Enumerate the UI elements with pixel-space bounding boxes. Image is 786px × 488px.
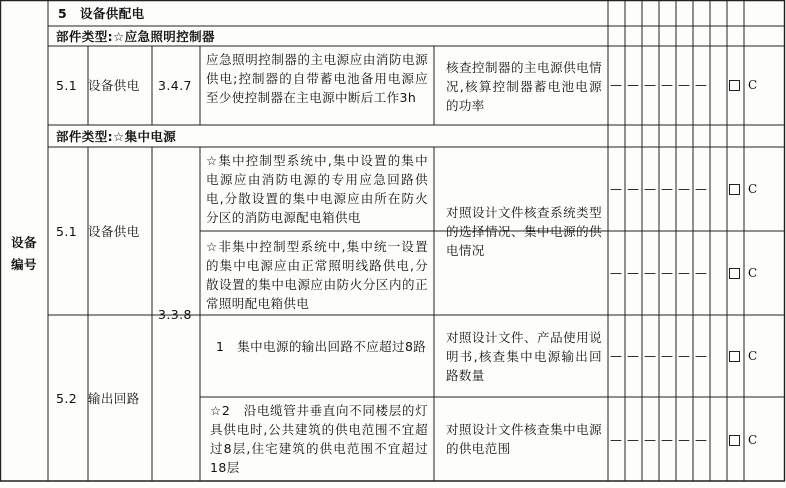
requirement-text: 应急照明控制器的主电源应由消防电源供电;控制器的自带蓄电池备用电源应至少使控制器在主电源中断后工作3h: [206, 52, 428, 105]
component-type-header: 部件类型:☆集中电源: [56, 128, 177, 144]
requirement-text: 1 集中电源的输出回路不应超过8路: [216, 339, 427, 354]
result-checkbox[interactable]: [729, 268, 740, 279]
result-checkbox[interactable]: [729, 435, 740, 446]
result-mark: —: [627, 182, 639, 196]
clause-number: 3.4.7: [158, 78, 192, 93]
result-mark: —: [610, 182, 622, 196]
result-mark: —: [678, 433, 690, 447]
result-mark: —: [627, 266, 639, 280]
clause-number: 3.3.8: [158, 306, 192, 322]
result-mark: —: [610, 78, 622, 92]
inspection-method: 对照设计文件核查集中电源的供电范围: [446, 422, 602, 456]
result-checkbox[interactable]: [729, 80, 740, 91]
result-mark: —: [644, 78, 656, 92]
result-mark: —: [661, 182, 673, 196]
item-name: 输出回路: [88, 390, 140, 406]
result-mark: —: [644, 349, 656, 363]
result-checkbox[interactable]: [729, 184, 740, 195]
grade-letter: C: [748, 78, 758, 92]
result-mark: —: [610, 266, 622, 280]
result-mark: —: [644, 182, 656, 196]
item-number: 5.1: [56, 223, 78, 239]
inspection-method: 对照设计文件、产品使用说明书,核查集中电源输出回路数量: [446, 329, 602, 383]
grade-letter: C: [748, 433, 758, 447]
grade-letter: C: [748, 266, 758, 280]
component-type-header: 部件类型:☆应急照明控制器: [56, 28, 215, 44]
requirement-text: ☆2 沿电缆管井垂直向不同楼层的灯具供电时,公共建筑的供电范围不宜超过8层,住宅建筑的供电范围不宜超过18层: [210, 403, 428, 475]
result-mark: —: [661, 349, 673, 363]
result-mark: —: [610, 433, 622, 447]
result-mark: —: [695, 266, 707, 280]
requirement-text: ☆集中控制型系统中,集中设置的集中电源应由消防电源的专用应急回路供电,分散设置的集中电源应由所在防火分区的消防电源配电箱供电: [206, 153, 428, 225]
result-mark: —: [661, 266, 673, 280]
result-mark: —: [678, 78, 690, 92]
result-mark: —: [610, 349, 622, 363]
device-number-label: 设备 编号: [11, 234, 37, 272]
result-mark: —: [661, 78, 673, 92]
inspection-method: 对照设计文件核查系统类型的选择情况、集中电源的供电情况: [446, 204, 602, 258]
grade-letter: C: [748, 349, 758, 363]
requirement-text: ☆非集中控制型系统中,集中统一设置的集中电源应由正常照明线路供电,分散设置的集中电源应由防火分区内的正常照明配电箱供电: [206, 239, 428, 311]
section-title: 5 设备供配电: [58, 5, 145, 21]
result-mark: —: [661, 433, 673, 447]
result-mark: —: [644, 266, 656, 280]
item-number: 5.2: [56, 390, 78, 406]
result-mark: —: [627, 433, 639, 447]
item-number: 5.1: [56, 78, 78, 93]
item-name: 设备供电: [88, 78, 140, 93]
item-name: 设备供电: [88, 223, 140, 239]
result-mark: —: [627, 78, 639, 92]
result-mark: —: [695, 349, 707, 363]
result-mark: —: [678, 266, 690, 280]
result-mark: —: [695, 78, 707, 92]
result-mark: —: [627, 349, 639, 363]
result-mark: —: [678, 349, 690, 363]
result-checkbox[interactable]: [729, 351, 740, 362]
result-mark: —: [695, 182, 707, 196]
result-mark: —: [644, 433, 656, 447]
grade-letter: C: [748, 182, 758, 196]
result-mark: —: [678, 182, 690, 196]
result-mark: —: [695, 433, 707, 447]
inspection-method: 核查控制器的主电源供电情况,核算控制器蓄电池电源的功率: [446, 60, 602, 113]
